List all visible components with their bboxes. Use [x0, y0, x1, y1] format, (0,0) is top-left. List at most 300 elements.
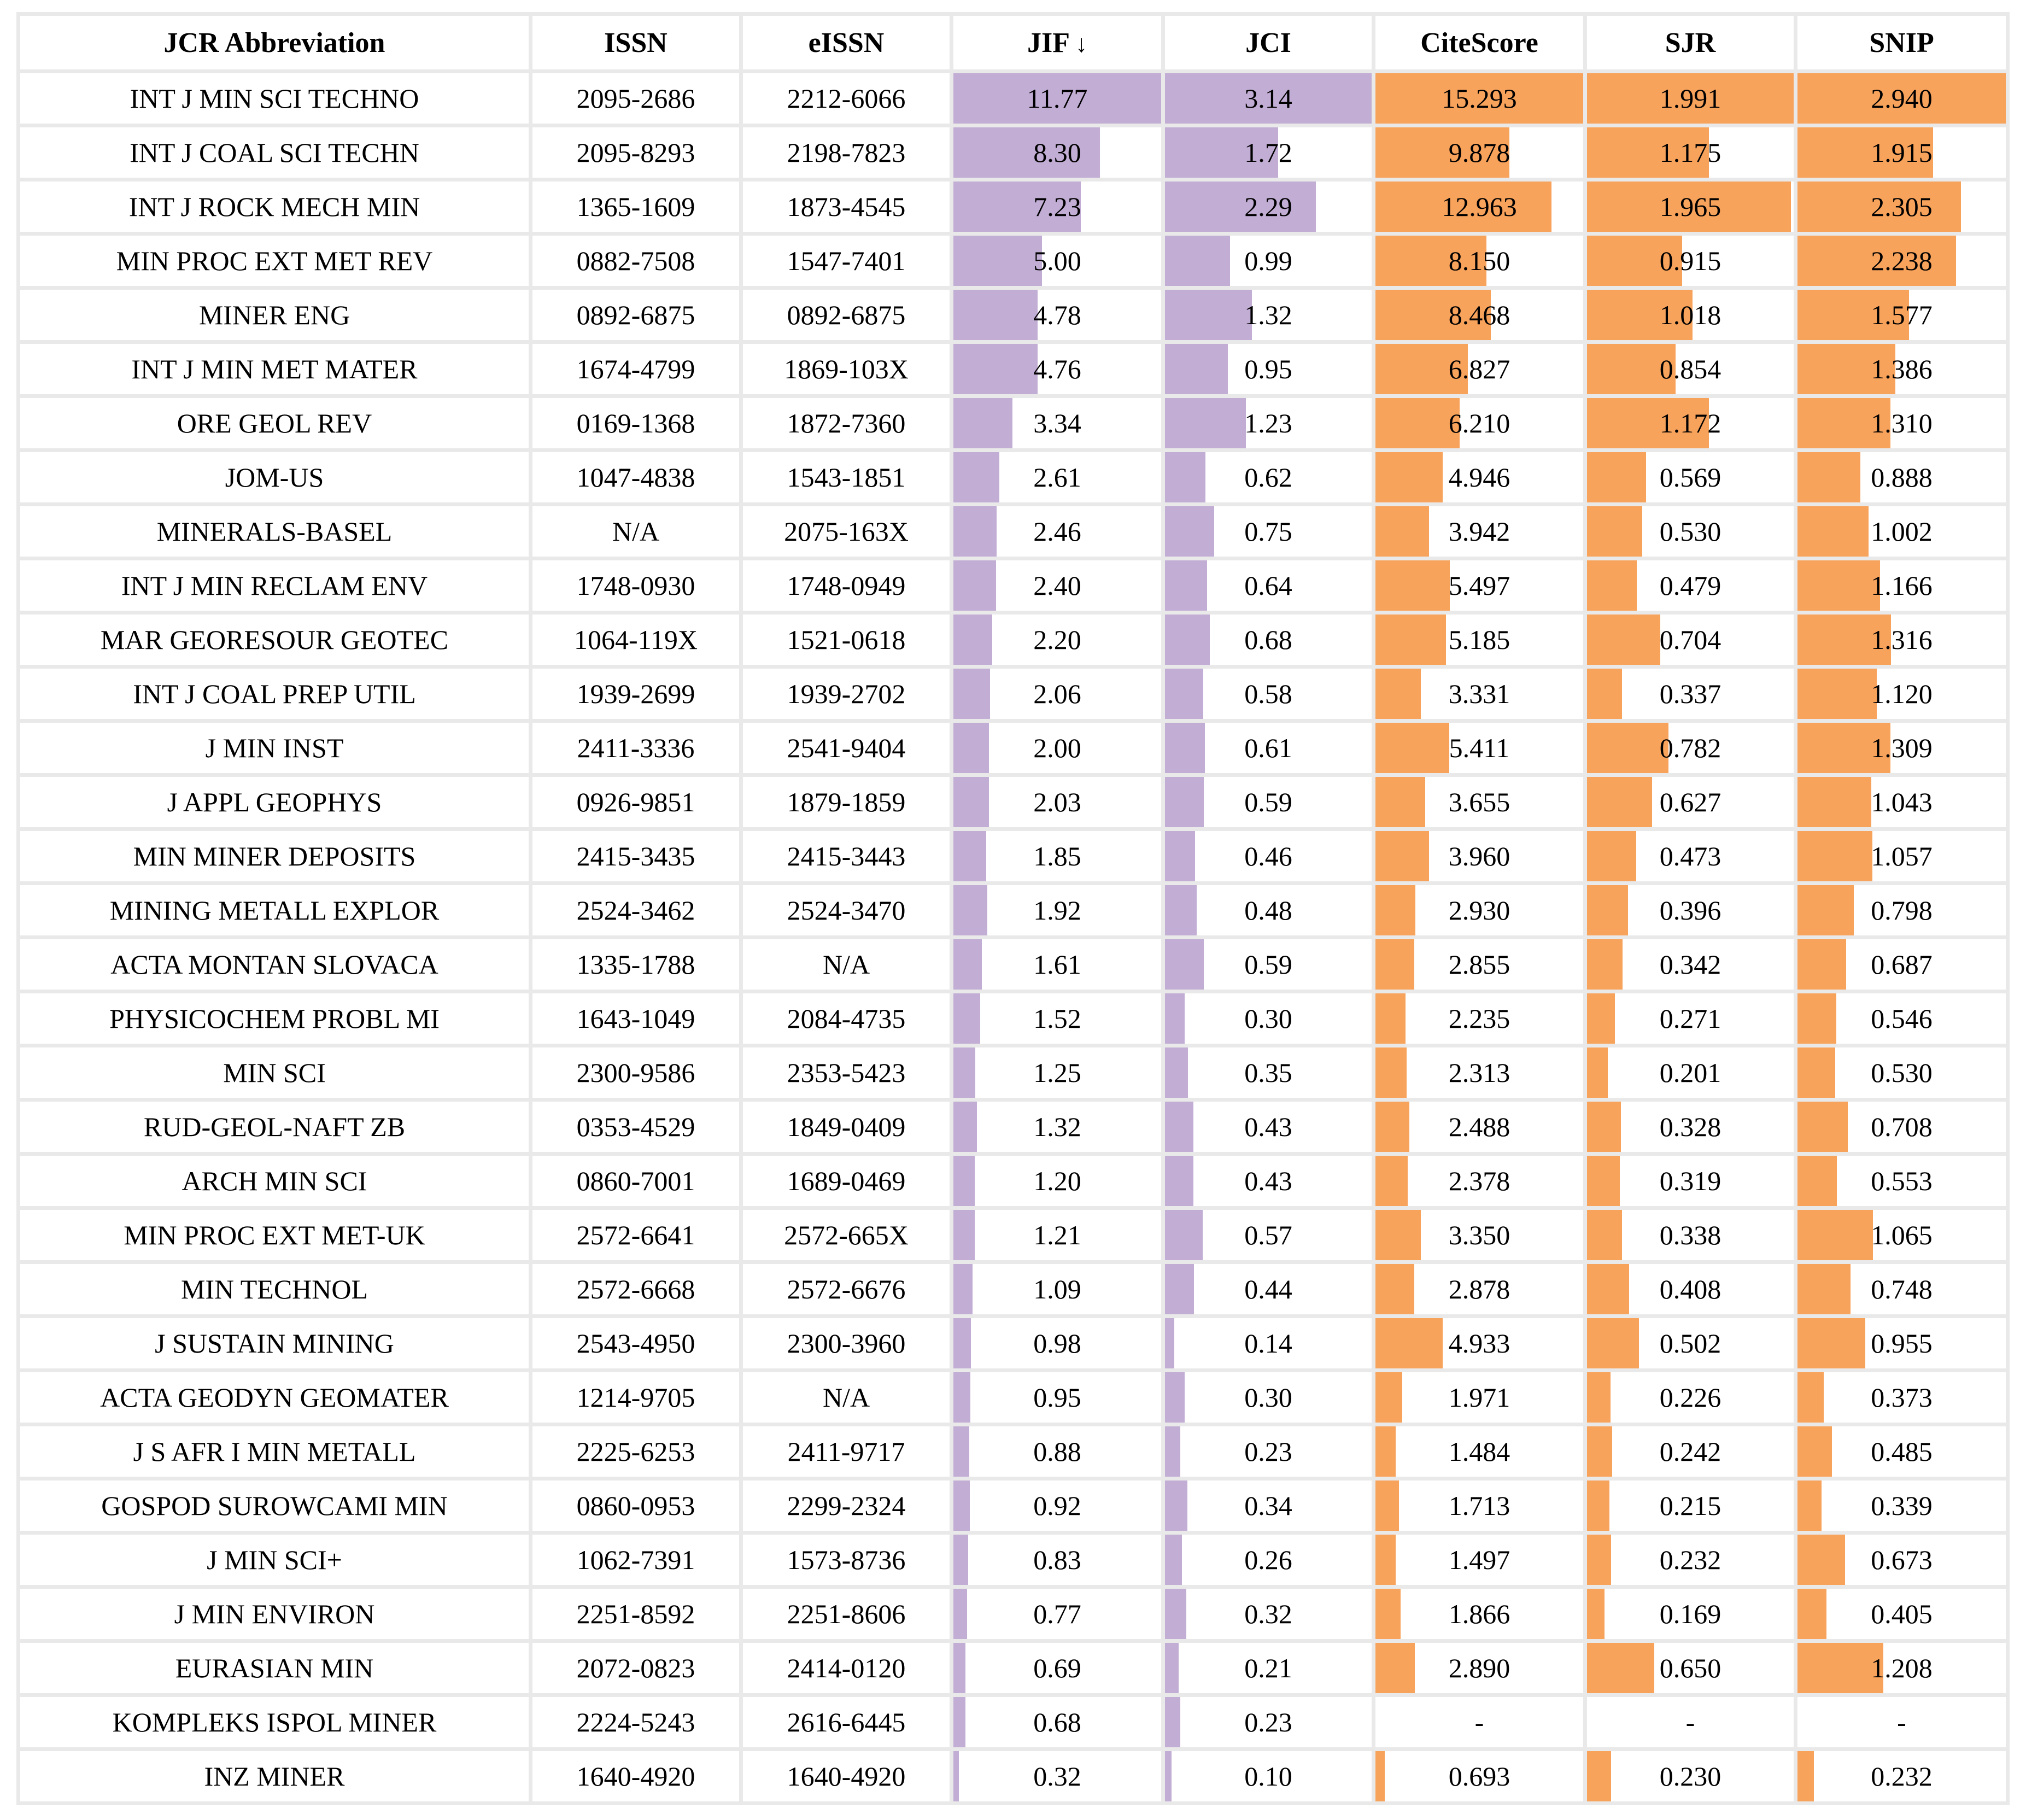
col-header-jif — [953, 16, 1161, 69]
jci-bar — [1165, 1589, 1186, 1639]
citescore-value: - — [1474, 1707, 1484, 1737]
sjr-value: 0.704 — [1659, 624, 1721, 655]
citescore-cell — [1375, 127, 1583, 178]
eissn-cell: 2212-6066 — [743, 73, 950, 124]
citescore-value: 6.827 — [1448, 354, 1510, 384]
sjr-value: 0.627 — [1659, 787, 1721, 817]
eissn-cell: 1872-7360 — [743, 398, 950, 448]
snip-cell — [1797, 344, 2006, 394]
table-row — [20, 1210, 2006, 1260]
issn-cell: 1062-7391 — [532, 1535, 739, 1585]
journal-name-cell: J MIN INST — [20, 723, 529, 773]
journal-name-cell: J SUSTAIN MINING — [20, 1318, 529, 1368]
journal-name-cell: J S AFR I MIN METALL — [20, 1426, 529, 1477]
jif-bar — [953, 669, 990, 719]
citescore-value: 3.655 — [1448, 787, 1510, 817]
citescore-cell — [1375, 1210, 1583, 1260]
jif-cell — [953, 723, 1161, 773]
sjr-cell — [1587, 939, 1794, 990]
jci-value: 0.59 — [1244, 787, 1292, 817]
sjr-value: 0.915 — [1659, 245, 1721, 276]
jif-cell — [953, 127, 1161, 178]
jci-cell — [1165, 1102, 1372, 1152]
citescore-value: 1.497 — [1448, 1544, 1510, 1575]
snip-bar — [1797, 1643, 1883, 1693]
sjr-cell — [1587, 1047, 1794, 1098]
snip-value: 1.310 — [1871, 408, 1933, 438]
jci-cell — [1165, 1210, 1372, 1260]
snip-value: 2.305 — [1871, 191, 1933, 222]
citescore-value: 0.693 — [1448, 1761, 1510, 1792]
citescore-bar — [1375, 1372, 1402, 1423]
jci-value: 1.32 — [1244, 300, 1292, 330]
sjr-cell — [1587, 993, 1794, 1044]
jci-cell — [1165, 290, 1372, 340]
jci-value: 0.46 — [1244, 841, 1292, 871]
table-row — [20, 1589, 2006, 1639]
jci-value: 0.23 — [1244, 1436, 1292, 1467]
citescore-value: 2.313 — [1448, 1057, 1510, 1088]
sjr-cell — [1587, 1589, 1794, 1639]
jif-value: 2.61 — [1033, 462, 1081, 493]
sjr-cell — [1587, 1643, 1794, 1693]
jif-value: 2.40 — [1033, 570, 1081, 601]
issn-cell: 0860-7001 — [532, 1156, 739, 1206]
snip-bar — [1797, 1318, 1865, 1368]
jif-cell — [953, 777, 1161, 827]
sjr-value: 0.408 — [1659, 1274, 1721, 1304]
sjr-value: 0.337 — [1659, 678, 1721, 709]
jci-value: 1.72 — [1244, 137, 1292, 168]
citescore-cell — [1375, 669, 1583, 719]
jif-cell — [953, 398, 1161, 448]
sjr-value: - — [1685, 1707, 1695, 1737]
eissn-cell: 2572-665X — [743, 1210, 950, 1260]
sjr-bar — [1587, 993, 1615, 1044]
jci-cell — [1165, 1264, 1372, 1314]
jci-value: 0.61 — [1244, 733, 1292, 763]
journal-name-cell: INT J MIN MET MATER — [20, 344, 529, 394]
citescore-cell — [1375, 831, 1583, 881]
jif-bar — [953, 1751, 959, 1801]
issn-cell: 1674-4799 — [532, 344, 739, 394]
citescore-cell — [1375, 615, 1583, 665]
table-row — [20, 127, 2006, 178]
jci-bar — [1165, 1426, 1180, 1477]
snip-bar — [1797, 1589, 1826, 1639]
sjr-bar — [1587, 1589, 1605, 1639]
citescore-value: 1.866 — [1448, 1599, 1510, 1629]
jif-cell — [953, 1480, 1161, 1531]
jif-value: 0.92 — [1033, 1490, 1081, 1521]
eissn-cell: 1689-0469 — [743, 1156, 950, 1206]
jif-value: 0.98 — [1033, 1328, 1081, 1359]
jif-value: 2.00 — [1033, 733, 1081, 763]
sjr-cell — [1587, 506, 1794, 557]
col-header-jif-label: JIF — [1027, 27, 1070, 58]
table-row — [20, 1318, 2006, 1368]
sjr-cell — [1587, 290, 1794, 340]
col-header-citescore: CiteScore — [1375, 16, 1583, 69]
citescore-cell — [1375, 236, 1583, 286]
jif-bar — [953, 1047, 975, 1098]
issn-cell: 2524-3462 — [532, 885, 739, 935]
sjr-cell — [1587, 1372, 1794, 1423]
jif-cell — [953, 452, 1161, 502]
jif-value: 1.52 — [1033, 1003, 1081, 1034]
snip-cell — [1797, 939, 2006, 990]
snip-cell — [1797, 1156, 2006, 1206]
jci-cell — [1165, 939, 1372, 990]
snip-bar — [1797, 939, 1846, 990]
table-row — [20, 236, 2006, 286]
citescore-bar — [1375, 1047, 1407, 1098]
journal-name-cell: INZ MINER — [20, 1751, 529, 1801]
citescore-cell — [1375, 73, 1583, 124]
jif-bar — [953, 344, 1038, 394]
jci-bar — [1165, 777, 1204, 827]
snip-value: 2.940 — [1871, 83, 1933, 114]
jif-cell — [953, 1264, 1161, 1314]
table-row — [20, 1047, 2006, 1098]
issn-cell: 2572-6641 — [532, 1210, 739, 1260]
table-row — [20, 885, 2006, 935]
jci-bar — [1165, 1372, 1185, 1423]
jif-value: 1.25 — [1033, 1057, 1081, 1088]
jci-value: 0.43 — [1244, 1111, 1292, 1142]
jif-value: 1.61 — [1033, 949, 1081, 980]
jif-cell — [953, 236, 1161, 286]
jif-value: 3.34 — [1033, 408, 1081, 438]
journal-name-cell: ACTA MONTAN SLOVACA — [20, 939, 529, 990]
snip-value: 0.339 — [1871, 1490, 1933, 1521]
eissn-cell: 2616-6445 — [743, 1697, 950, 1747]
snip-cell — [1797, 1210, 2006, 1260]
jif-bar — [953, 1102, 977, 1152]
jci-value: 0.99 — [1244, 245, 1292, 276]
jci-value: 0.75 — [1244, 516, 1292, 547]
col-header-issn: ISSN — [532, 16, 739, 69]
jif-bar — [953, 236, 1042, 286]
jci-value: 0.14 — [1244, 1328, 1292, 1359]
journal-name-cell: J APPL GEOPHYS — [20, 777, 529, 827]
jci-bar — [1165, 831, 1195, 881]
snip-bar — [1797, 1426, 1832, 1477]
citescore-bar — [1375, 993, 1406, 1044]
jci-cell — [1165, 236, 1372, 286]
citescore-cell — [1375, 182, 1583, 232]
col-header-sjr: SJR — [1587, 16, 1794, 69]
eissn-cell: 1849-0409 — [743, 1102, 950, 1152]
snip-value: 0.748 — [1871, 1274, 1933, 1304]
jci-cell — [1165, 560, 1372, 611]
table-row — [20, 993, 2006, 1044]
snip-value: 0.530 — [1871, 1057, 1933, 1088]
snip-bar — [1797, 885, 1854, 935]
snip-cell — [1797, 127, 2006, 178]
citescore-bar — [1375, 615, 1446, 665]
jif-cell — [953, 344, 1161, 394]
issn-cell: 2411-3336 — [532, 723, 739, 773]
jci-cell — [1165, 669, 1372, 719]
col-header-jcr-abbreviation: JCR Abbreviation — [20, 16, 529, 69]
journal-name-cell: ORE GEOL REV — [20, 398, 529, 448]
snip-value: 0.553 — [1871, 1166, 1933, 1196]
jif-value: 7.23 — [1033, 191, 1081, 222]
eissn-cell: 2524-3470 — [743, 885, 950, 935]
sjr-value: 0.319 — [1659, 1166, 1721, 1196]
jif-value: 1.92 — [1033, 895, 1081, 926]
citescore-bar — [1375, 452, 1443, 502]
journal-name-cell: INT J MIN SCI TECHNO — [20, 73, 529, 124]
sjr-bar — [1587, 1751, 1611, 1801]
snip-bar — [1797, 1535, 1845, 1585]
sjr-cell — [1587, 452, 1794, 502]
jif-bar — [953, 1264, 973, 1314]
sjr-cell — [1587, 127, 1794, 178]
jif-value: 1.20 — [1033, 1166, 1081, 1196]
jci-bar — [1165, 1480, 1187, 1531]
snip-bar — [1797, 1372, 1824, 1423]
citescore-cell — [1375, 885, 1583, 935]
issn-cell: 2095-8293 — [532, 127, 739, 178]
citescore-bar — [1375, 1318, 1443, 1368]
jif-bar — [953, 1210, 975, 1260]
jif-cell — [953, 1047, 1161, 1098]
snip-cell — [1797, 1589, 2006, 1639]
jif-bar — [953, 939, 982, 990]
snip-cell — [1797, 1372, 2006, 1423]
jif-cell — [953, 1318, 1161, 1368]
sjr-bar — [1587, 1426, 1612, 1477]
snip-cell — [1797, 1751, 2006, 1801]
snip-cell — [1797, 831, 2006, 881]
issn-cell: 2095-2686 — [532, 73, 739, 124]
citescore-cell — [1375, 452, 1583, 502]
jci-cell — [1165, 452, 1372, 502]
jci-bar — [1165, 1697, 1180, 1747]
jci-cell — [1165, 398, 1372, 448]
citescore-cell — [1375, 398, 1583, 448]
snip-bar — [1797, 506, 1869, 557]
snip-value: 1.208 — [1871, 1653, 1933, 1683]
jci-cell — [1165, 506, 1372, 557]
sjr-value: 0.271 — [1659, 1003, 1721, 1034]
citescore-bar — [1375, 831, 1429, 881]
jci-cell — [1165, 1318, 1372, 1368]
snip-bar — [1797, 777, 1871, 827]
jci-bar — [1165, 290, 1252, 340]
eissn-cell: 1879-1859 — [743, 777, 950, 827]
sjr-bar — [1587, 1102, 1621, 1152]
citescore-cell — [1375, 1318, 1583, 1368]
jci-value: 0.21 — [1244, 1653, 1292, 1683]
jci-bar — [1165, 1318, 1174, 1368]
snip-cell — [1797, 1264, 2006, 1314]
jif-cell — [953, 1589, 1161, 1639]
journal-name-cell: INT J COAL SCI TECHN — [20, 127, 529, 178]
citescore-bar — [1375, 777, 1425, 827]
jif-bar — [953, 1480, 970, 1531]
issn-cell: 1748-0930 — [532, 560, 739, 611]
jci-cell — [1165, 1156, 1372, 1206]
table-row — [20, 344, 2006, 394]
snip-bar — [1797, 560, 1880, 611]
table-row — [20, 669, 2006, 719]
journal-name-cell: MIN MINER DEPOSITS — [20, 831, 529, 881]
jif-cell — [953, 1102, 1161, 1152]
sjr-value: 0.226 — [1659, 1382, 1721, 1413]
citescore-value: 2.878 — [1448, 1274, 1510, 1304]
citescore-cell — [1375, 993, 1583, 1044]
citescore-bar — [1375, 1751, 1385, 1801]
jci-bar — [1165, 560, 1207, 611]
citescore-bar — [1375, 885, 1415, 935]
snip-bar — [1797, 1480, 1822, 1531]
snip-value: 1.002 — [1871, 516, 1933, 547]
jif-bar — [953, 506, 997, 557]
eissn-cell: 1748-0949 — [743, 560, 950, 611]
jci-value: 0.43 — [1244, 1166, 1292, 1196]
jif-cell — [953, 560, 1161, 611]
snip-value: 1.915 — [1871, 137, 1933, 168]
jif-cell — [953, 1210, 1161, 1260]
jif-bar — [953, 777, 989, 827]
sjr-cell — [1587, 1102, 1794, 1152]
jci-value: 0.30 — [1244, 1382, 1292, 1413]
citescore-cell — [1375, 1426, 1583, 1477]
sjr-bar — [1587, 1156, 1620, 1206]
snip-bar — [1797, 452, 1860, 502]
issn-cell: 1214-9705 — [532, 1372, 739, 1423]
citescore-bar — [1375, 560, 1450, 611]
table-row — [20, 1156, 2006, 1206]
sjr-bar — [1587, 1372, 1611, 1423]
sjr-cell — [1587, 560, 1794, 611]
jci-value: 0.58 — [1244, 678, 1292, 709]
snip-value: 0.955 — [1871, 1328, 1933, 1359]
snip-cell — [1797, 723, 2006, 773]
snip-value: 1.043 — [1871, 787, 1933, 817]
snip-value: 1.316 — [1871, 624, 1933, 655]
jci-cell — [1165, 73, 1372, 124]
table-row — [20, 1751, 2006, 1801]
jci-bar — [1165, 236, 1230, 286]
snip-bar — [1797, 1264, 1851, 1314]
journal-name-cell: PHYSICOCHEM PROBL MI — [20, 993, 529, 1044]
sjr-bar — [1587, 831, 1636, 881]
snip-bar — [1797, 1156, 1837, 1206]
jci-bar — [1165, 1047, 1188, 1098]
citescore-bar — [1375, 1426, 1396, 1477]
citescore-bar — [1375, 1589, 1401, 1639]
sjr-cell — [1587, 236, 1794, 286]
sjr-cell — [1587, 1210, 1794, 1260]
issn-cell: 1640-4920 — [532, 1751, 739, 1801]
jif-bar — [953, 1156, 975, 1206]
table-row — [20, 1535, 2006, 1585]
jci-cell — [1165, 1589, 1372, 1639]
issn-cell: 1047-4838 — [532, 452, 739, 502]
sjr-value: 0.473 — [1659, 841, 1721, 871]
citescore-value: 2.890 — [1448, 1653, 1510, 1683]
table-row — [20, 182, 2006, 232]
sjr-bar — [1587, 615, 1660, 665]
sjr-value: 0.530 — [1659, 516, 1721, 547]
snip-value: 2.238 — [1871, 245, 1933, 276]
sjr-cell — [1587, 723, 1794, 773]
jci-cell — [1165, 1047, 1372, 1098]
snip-value: 1.057 — [1871, 841, 1933, 871]
journal-name-cell: J MIN SCI+ — [20, 1535, 529, 1585]
jif-bar — [953, 452, 999, 502]
snip-value: 1.120 — [1871, 678, 1933, 709]
jif-bar — [953, 831, 986, 881]
citescore-value: 5.185 — [1448, 624, 1510, 655]
snip-cell — [1797, 398, 2006, 448]
jif-bar — [953, 398, 1012, 448]
issn-cell: 1064-119X — [532, 615, 739, 665]
journal-name-cell: ARCH MIN SCI — [20, 1156, 529, 1206]
sjr-value: 0.502 — [1659, 1328, 1721, 1359]
jci-cell — [1165, 182, 1372, 232]
snip-value: 0.373 — [1871, 1382, 1933, 1413]
snip-value: 0.485 — [1871, 1436, 1933, 1467]
citescore-cell — [1375, 1264, 1583, 1314]
citescore-cell — [1375, 290, 1583, 340]
citescore-value: 1.971 — [1448, 1382, 1510, 1413]
citescore-cell — [1375, 723, 1583, 773]
jif-cell — [953, 939, 1161, 990]
jci-value: 0.10 — [1244, 1761, 1292, 1792]
citescore-bar — [1375, 939, 1414, 990]
journal-name-cell: MIN PROC EXT MET REV — [20, 236, 529, 286]
sjr-cell — [1587, 1751, 1794, 1801]
jci-value: 0.48 — [1244, 895, 1292, 926]
snip-value: 0.673 — [1871, 1544, 1933, 1575]
citescore-value: 5.497 — [1448, 570, 1510, 601]
jif-cell — [953, 1643, 1161, 1693]
jci-value: 0.23 — [1244, 1707, 1292, 1737]
jci-cell — [1165, 777, 1372, 827]
jif-cell — [953, 1372, 1161, 1423]
jci-bar — [1165, 1264, 1194, 1314]
table-row — [20, 777, 2006, 827]
citescore-cell — [1375, 560, 1583, 611]
sjr-cell — [1587, 1426, 1794, 1477]
eissn-cell: N/A — [743, 939, 950, 990]
journal-name-cell: J MIN ENVIRON — [20, 1589, 529, 1639]
citescore-cell — [1375, 1697, 1583, 1747]
col-header-eissn: eISSN — [743, 16, 950, 69]
sjr-bar — [1587, 669, 1622, 719]
jci-bar — [1165, 182, 1316, 232]
sjr-bar — [1587, 1264, 1629, 1314]
table-row — [20, 615, 2006, 665]
jci-value: 0.34 — [1244, 1490, 1292, 1521]
citescore-bar — [1375, 1480, 1399, 1531]
citescore-cell — [1375, 1480, 1583, 1531]
citescore-value: 4.946 — [1448, 462, 1510, 493]
sjr-bar — [1587, 885, 1628, 935]
jif-bar — [953, 615, 992, 665]
eissn-cell: 2541-9404 — [743, 723, 950, 773]
snip-bar — [1797, 1210, 1873, 1260]
snip-bar — [1797, 1751, 1814, 1801]
sjr-value: 0.342 — [1659, 949, 1721, 980]
table-row — [20, 290, 2006, 340]
citescore-cell — [1375, 344, 1583, 394]
